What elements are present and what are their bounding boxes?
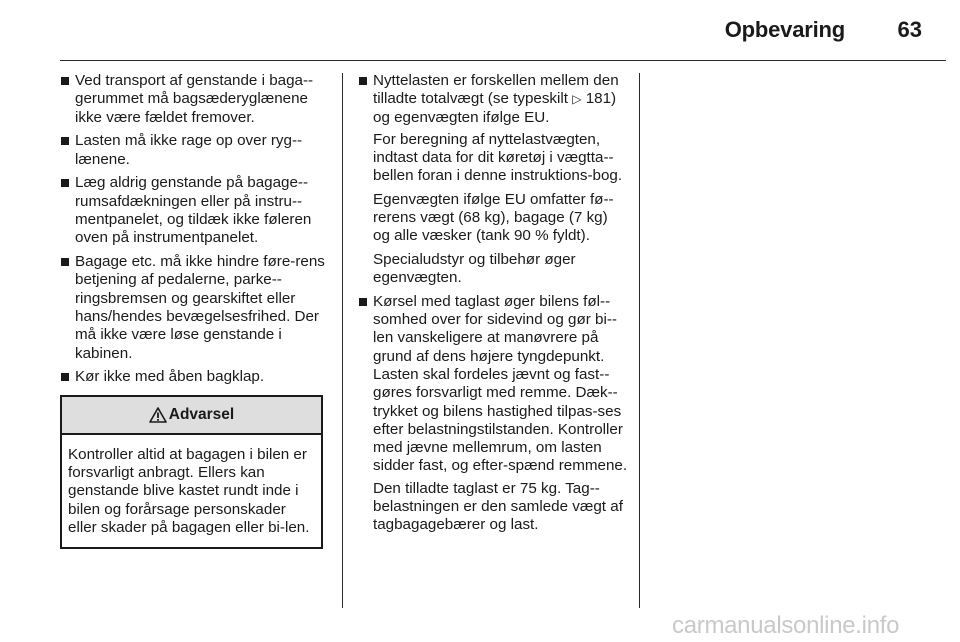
- header-rule: [60, 60, 946, 61]
- warning-triangle-icon: [149, 407, 167, 423]
- bullet-square-icon: [61, 258, 69, 266]
- page-reference-icon: ▷: [572, 92, 582, 107]
- bullet-square-icon: [61, 373, 69, 381]
- list-item: Nyttelasten er forskellen mellem den tilladte totalvægt (se typeskilt ▷ 181) og egenvægten ifølge EU. For beregning af nyttelastvægten, indtast data for dit køretøj i vægtta-bellen foran i denne instruktions-bog. Egenvægten ifølge EU omfatter fø-rerens vægt (68 kg), bagage (7 kg) og alle væsker (tank 90 % fyldt). Specialudstyr og tilbehør øger egenvægten.: [358, 72, 628, 287]
- list-item: Ved transport af genstande i baga-gerummet må bagsæderyglænene ikke være fældet fremover.: [60, 72, 328, 127]
- paragraph: For beregning af nyttelastvægten, indtast data for dit køretøj i vægtta-bellen foran i denne instruktions-bog.: [373, 130, 623, 185]
- bullet-square-icon: [61, 77, 69, 85]
- bullet-square-icon: [359, 77, 367, 85]
- warning-box: [60, 395, 323, 549]
- paragraph: Specialudstyr og tilbehør øger egenvægten.: [373, 250, 576, 286]
- middle-bullet-list: [358, 72, 628, 535]
- list-item: Kørsel med taglast øger bilens føl-somhed over for sidevind og gør bi-len vanskeligere at manøvrere på grund af dens højere tyngdepunkt. Lasten skal fordeles jævnt og fast-gøres forsvarligt med remme. Dæk-trykket og bilens hastighed tilpas-ses efter belastningstilstanden. Kontroller med jævne mellemrum, om lasten sidder fast, og efter-spænd remmene. Den tilladte taglast er 75 kg. Tag-belastningen er den samlede vægt af tagbagagebærer og last.: [358, 293, 628, 535]
- list-item: Bagage etc. må ikke hindre føre-rens betjening af pedalerne, parke-ringsbremsen og gearskiftet eller hans/hendes bevægelsesfrihed. Der må ikke være løse genstande i kabinen.: [60, 253, 328, 363]
- bullet-square-icon: [61, 137, 69, 145]
- column-divider-left: [342, 73, 343, 608]
- left-bullet-list: [60, 72, 328, 387]
- bullet-square-icon: [61, 179, 69, 187]
- watermark: carmanualsonline.info: [672, 612, 900, 639]
- list-item: Læg aldrig genstande på bagage-rumsafdækningen eller på instru-mentpanelet, og tildæk ikke føleren oven på instrumentpanelet.: [60, 174, 328, 247]
- middle-column: [358, 72, 628, 540]
- left-column: [60, 72, 328, 549]
- warning-header: [62, 397, 321, 435]
- column-divider-right: [639, 73, 640, 608]
- page-number: 63: [897, 17, 922, 42]
- paragraph: Egenvægten ifølge EU omfatter fø-rerens vægt (68 kg), bagage (7 kg) og alle væsker (tank 90 % fyldt).: [373, 190, 614, 245]
- paragraph: Den tilladte taglast er 75 kg. Tag-belastningen er den samlede vægt af tagbagagebærer og last.: [373, 479, 623, 534]
- list-item: Lasten må ikke rage op over ryg-lænene.: [60, 132, 328, 169]
- warning-text: Kontroller altid at bagagen i bilen er forsvarligt anbragt. Ellers kan genstande blive kastet rundt inde i bilen og forårsage personskader eller skader på bagagen eller bi-len.: [68, 445, 310, 536]
- warning-title: Advarsel: [168, 405, 235, 423]
- list-item: Kør ikke med åben bagklap.: [60, 368, 328, 386]
- bullet-square-icon: [359, 298, 367, 306]
- page-title: Opbevaring: [724, 17, 845, 42]
